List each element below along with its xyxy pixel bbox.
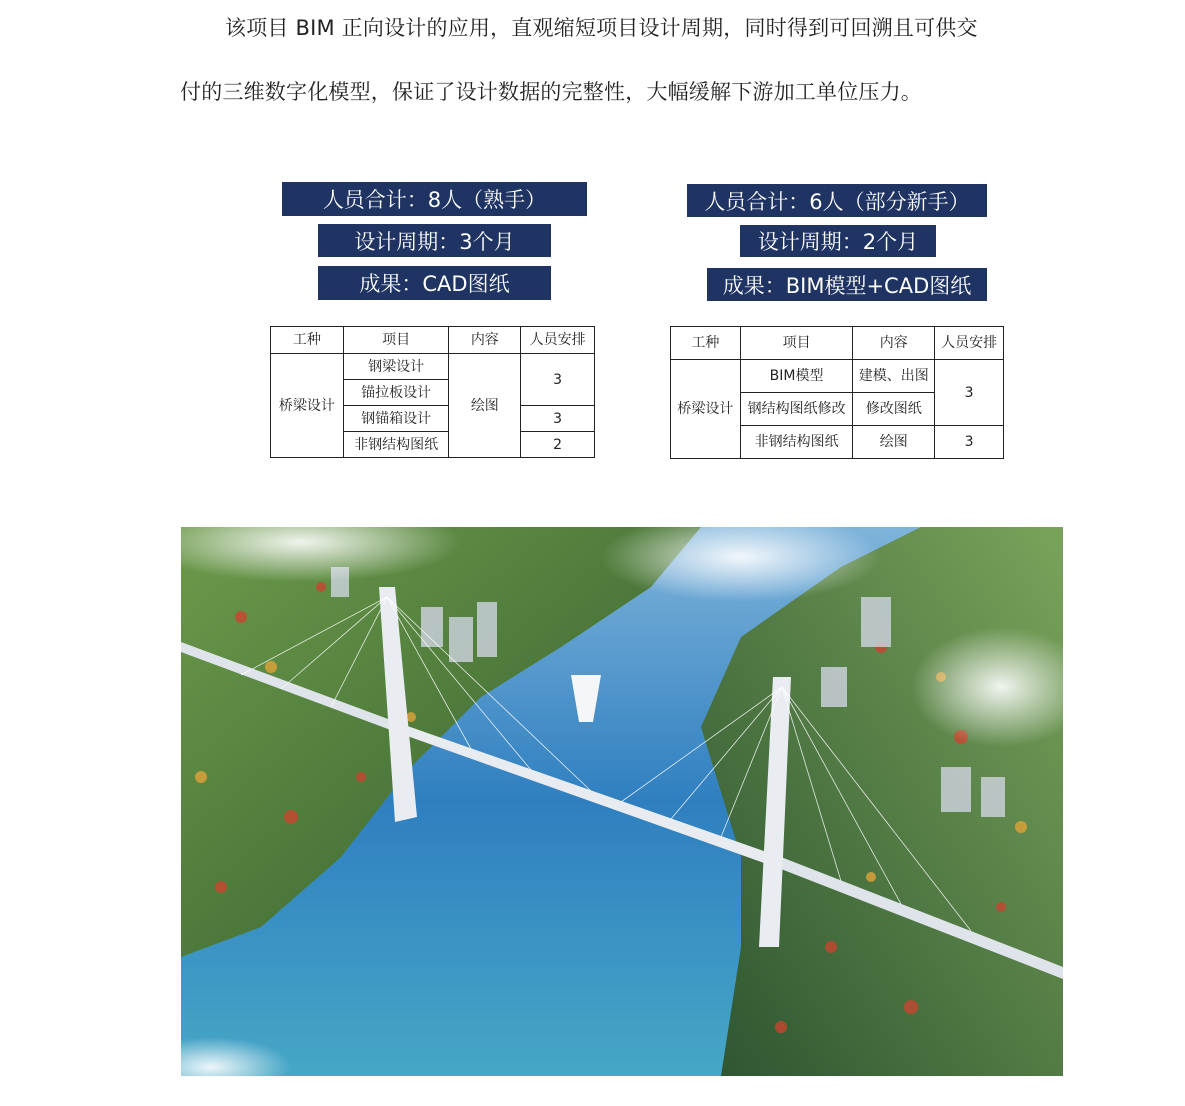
item-cell: 钢锚箱设计 (343, 406, 449, 432)
staff-cell: 3 (935, 360, 1004, 426)
item-cell: 钢梁设计 (343, 354, 449, 380)
table-header-row (671, 327, 1004, 360)
staff-cell: 3 (521, 406, 595, 432)
header-cell: 人员安排 (935, 327, 1004, 360)
header-cell: 项目 (343, 327, 449, 354)
header-cell: 内容 (853, 327, 935, 360)
discipline-cell: 桥梁设计 (671, 360, 741, 459)
header-cell: 项目 (740, 327, 853, 360)
item-cell: 钢结构图纸修改 (740, 393, 853, 426)
right-staff-banner: 人员合计：6人（部分新手） (687, 184, 987, 217)
header-cell: 工种 (671, 327, 741, 360)
item-cell: BIM模型 (740, 360, 853, 393)
table-row (271, 354, 595, 380)
table-header-row (271, 327, 595, 354)
right-period-banner: 设计周期：2个月 (740, 225, 936, 257)
paragraph-line-2: 付的三维数字化模型，保证了设计数据的完整性，大幅缓解下游加工单位压力。 (180, 80, 922, 104)
content-cell: 修改图纸 (853, 393, 935, 426)
content-cell: 绘图 (853, 426, 935, 459)
discipline-cell: 桥梁设计 (271, 354, 344, 458)
table-row (671, 360, 1004, 393)
left-period-banner: 设计周期：3个月 (318, 224, 551, 257)
left-staff-table (270, 326, 595, 458)
staff-cell: 3 (521, 354, 595, 406)
header-cell: 内容 (449, 327, 521, 354)
content-cell: 建模、出图 (853, 360, 935, 393)
header-cell: 工种 (271, 327, 344, 354)
bridge-rendering-image (181, 527, 1063, 1076)
right-staff-table (670, 326, 1004, 459)
staff-cell: 2 (521, 432, 595, 458)
left-staff-banner: 人员合计：8人（熟手） (282, 182, 587, 216)
item-cell: 非钢结构图纸 (740, 426, 853, 459)
header-cell: 人员安排 (521, 327, 595, 354)
content-cell: 绘图 (449, 354, 521, 458)
item-cell: 非钢结构图纸 (343, 432, 449, 458)
left-result-banner: 成果：CAD图纸 (318, 266, 551, 300)
staff-cell: 3 (935, 426, 1004, 459)
paragraph-line-1: 该项目 BIM 正向设计的应用，直观缩短项目设计周期，同时得到可回溯且可供交 (225, 16, 978, 40)
right-result-banner: 成果：BIM模型+CAD图纸 (707, 268, 987, 301)
item-cell: 锚拉板设计 (343, 380, 449, 406)
